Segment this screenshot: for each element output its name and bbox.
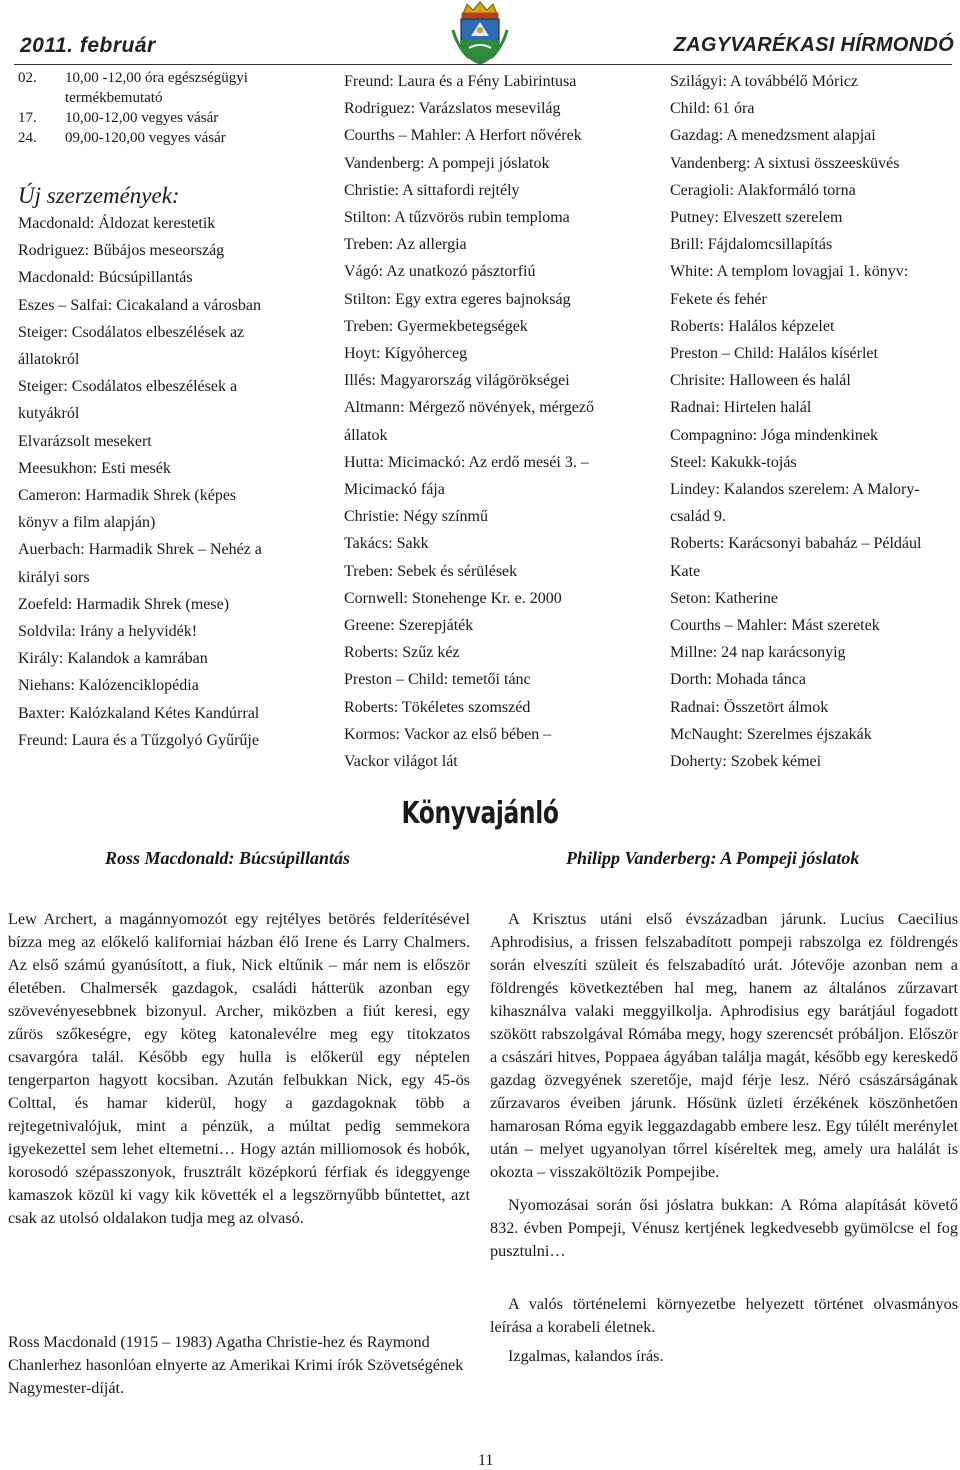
book-list-line: Auerbach: Harmadik Shrek – Nehéz a — [18, 541, 262, 559]
review-paragraph: A Krisztus utáni első évszázadban járunk. Lucius Caecilius Aphrodisius, a frissen felszabadított pompeji rabszolga ez földrengés során elveszíti szüleit és felszabadító urát. Jótevője azonban nem a földrengés következtében hal meg, hanem az általános zűrzavart kihasználva valaki meggyilkolja. Aphrodisius egy barátjául fogadott szökött rabszolgával Rómába megy, hogy szerencsét próbáljon. Először a császári hitves, Poppaea ágyában találja magát, később egy kereskedő gazdag özvegyének szeretője, majd férje lesz. Néró császárságának zűrzavaros éveiben járunk. Hősünk üzleti érzékének köszönhetően hamarosan Róma egyik leggazdagabb embere lesz. Egy túlélt merénylet után – melyet ugyanolyan tőrrel kíséreltek meg, amely ura halálát is okozta – visszaköltözik Pompejibe. — [490, 910, 958, 1181]
book-list-line: Vackor világot lát — [344, 753, 458, 771]
book-list-line: Steiger: Csodálatos elbeszélések az — [18, 323, 245, 341]
book-list-line: Child: 61 óra — [670, 100, 755, 118]
book-list-line: Vágó: Az unatkozó pásztorfiú — [344, 263, 536, 281]
book-list-line: Greene: Szerepjáték — [344, 617, 474, 635]
book-list-line: Hutta: Micimackó: Az erdő meséi 3. – — [344, 453, 589, 471]
left-book-title: Ross Macdonald: Búcsúpillantás — [105, 848, 351, 868]
column-left — [18, 68, 318, 754]
book-list-line: Preston – Child: temetői tánc — [344, 671, 531, 689]
book-list-line: Rodriguez: Bűbájos meseország — [18, 242, 225, 260]
book-list-line: Chrisite: Halloween és halál — [670, 372, 851, 390]
book-list-line: Cornwell: Stonehenge Kr. e. 2000 — [344, 589, 562, 607]
book-list-line: White: A templom lovagjai 1. könyv: — [670, 263, 909, 281]
book-list-line: Király: Kalandok a kamrában — [18, 650, 208, 668]
book-list-line: Roberts: Szűz kéz — [344, 644, 460, 662]
program-text: 10,00 -12,00 óra egészségügyi — [65, 70, 248, 86]
program-date: 17. — [18, 110, 37, 126]
book-list-line: Stilton: A tűzvörös rubin temploma — [344, 209, 570, 227]
book-list-line: Dorth: Mohada tánca — [670, 671, 806, 689]
book-list-line: Treben: Az allergia — [344, 236, 467, 254]
right-book-review — [490, 908, 958, 1368]
new-books-list-1 — [18, 210, 318, 754]
book-list-line: Fekete és fehér — [670, 290, 767, 308]
book-list-line: Szilágyi: A továbbélő Móricz — [670, 73, 858, 90]
book-list-line: könyv a film alapján) — [18, 514, 156, 532]
book-list-line: Radnai: Hirtelen halál — [670, 399, 812, 417]
book-list-line: Steel: Kakukk-tojás — [670, 453, 797, 471]
book-list-line: Compagnino: Jóga mindenkinek — [670, 426, 878, 444]
review-paragraph: Izgalmas, kalandos írás. — [508, 1347, 664, 1365]
book-list-line: Christie: Négy színmű — [344, 508, 488, 526]
book-list-line: McNaught: Szerelmes éjszakák — [670, 725, 872, 743]
book-list-line: Ceragioli: Alakformáló torna — [670, 181, 856, 199]
book-list-line: Vandenberg: A pompeji jóslatok — [344, 154, 550, 172]
book-list-line: kutyákról — [18, 405, 80, 423]
book-list-line: Micimackó fája — [344, 481, 445, 499]
book-list-line: Christie: A sittafordi rejtély — [344, 181, 520, 199]
new-books-list-2 — [344, 68, 644, 775]
book-list-line: Treben: Sebek és sérülések — [344, 562, 518, 580]
book-list-line: Baxter: Kalózkaland Kétes Kandúrral — [18, 704, 260, 722]
book-list-line: Kate — [670, 562, 701, 580]
book-list-line: Freund: Laura és a Fény Labirintusa — [344, 73, 577, 90]
left-book-review: Lew Archert, a magánnyomozót egy rejtélyes betörés felderítésével bízza meg az előkelő kaliforniai házban élő Irene és Larry Chalmers. Az első számú gyanúsított, a fiuk, Nick eltűnik – már nem is először életében. Chalmersék gazdagok, családi hátterük azonban egy szövevényesebbnek bizonyul. Archer, miközben a fiút keresi, egy zűrös szőkeségre, egy köteg katonalevélre meg egy titokzatos csavargóra talál. Később egy hulla is előkerül egy néptelen tengerparton hagyott kocsiban. Azután felbukkan Nick, egy 45-ös Colttal, és hamar kiderül, hogy a gazdagoknak több a rejtegetnivalójuk, mint a pénzük, a múltat pedig semmekora igyekezettel sem lehet eltemetni… Hogy aztán milliomosok és hobók, korosodó szépasszonyok, frusztrált középkorú férfiak és ideggyenge kamaszok közül ki vagy kik követték el a legszörnyűbb bűntettet, azt csak az utolsó oldalakon tudja meg az olvasó. — [8, 910, 470, 1227]
book-list-line: Courths – Mahler: A Herfort nővérek — [344, 127, 582, 145]
new-books-list-3 — [670, 68, 960, 775]
book-list-line: Millne: 24 nap karácsonyig — [670, 644, 846, 662]
book-list-line: királyi sors — [18, 568, 90, 586]
book-list-line: Courths – Mahler: Mást szeretek — [670, 617, 880, 635]
book-list-line: Hoyt: Kígyóherceg — [344, 345, 468, 363]
program-item — [18, 68, 318, 88]
program-item — [18, 108, 318, 128]
program-item — [18, 128, 318, 148]
review-paragraph: Nyomozásai során ősi jóslatra bukkan: A Róma alapítását követő 832. évben Pompeji, Vénusz kertjének legkedvesebb gyümölcse el fog pusztulni… — [490, 1196, 958, 1260]
book-list-line: Stilton: Egy extra egeres bajnokság — [344, 290, 571, 308]
book-list-line: Altmann: Mérgező növények, mérgező — [344, 399, 594, 417]
book-list-line: Brill: Fájdalomcsillapítás — [670, 236, 833, 254]
book-list-line: Macdonald: Áldozat kerestetik — [18, 215, 216, 232]
book-list-line: Meesukhon: Esti mesék — [18, 459, 171, 477]
book-list-line: Niehans: Kalózenciklopédia — [18, 677, 199, 695]
book-list-line: Roberts: Tökéletes szomszéd — [344, 698, 531, 716]
header-divider — [14, 64, 952, 65]
coat-of-arms-logo — [449, 0, 511, 66]
book-list-line: Takács: Sakk — [344, 535, 429, 553]
program-list — [18, 68, 318, 148]
program-date: 24. — [18, 130, 37, 146]
book-list-line: Cameron: Harmadik Shrek (képes — [18, 487, 237, 505]
left-author-note: Ross Macdonald (1915 – 1983) Agatha Christie-hez és Raymond Chanlerhez hasonlóan elnyerte az Amerikai Krimi írók Szövetségének Nagymester-díját. — [8, 1333, 464, 1397]
book-list-line: Vandenberg: A sixtusi összeesküvés — [670, 154, 900, 172]
book-list-line: Zoefeld: Harmadik Shrek (mese) — [18, 595, 230, 613]
book-list-line: Steiger: Csodálatos elbeszélések a — [18, 378, 238, 396]
book-recommendation-heading: Könyvajánló — [401, 796, 559, 831]
book-list-line: Radnai: Összetört álmok — [670, 698, 829, 716]
book-list-line: Seton: Katherine — [670, 589, 778, 607]
book-list-line: állatok — [344, 426, 388, 444]
book-list-line: Gazdag: A menedzsment alapjai — [670, 127, 876, 145]
page-number: 11 — [478, 1452, 494, 1469]
book-list-line: állatokról — [18, 351, 80, 369]
book-list-line: Freund: Laura és a Tűzgolyó Gyűrűje — [18, 731, 259, 749]
book-list-line: Putney: Elveszett szerelem — [670, 209, 843, 227]
newspaper-title: ZAGYVARÉKASI HÍRMONDÓ — [673, 34, 954, 56]
issue-date: 2011. február — [20, 34, 156, 57]
review-paragraph: A valós történelemi környezetbe helyezett történet olvasmányos leírása a korabeli életnek. — [490, 1295, 958, 1336]
right-book-title: Philipp Vanderberg: A Pompeji jóslatok — [566, 848, 860, 868]
book-list-line: Roberts: Halálos képzelet — [670, 317, 835, 335]
book-list-line: Illés: Magyarország világörökségei — [344, 372, 570, 390]
program-text-continued: termékbemutató — [65, 90, 163, 106]
book-list-line: Roberts: Karácsonyi babaház – Például — [670, 535, 922, 553]
book-list-line: Macdonald: Búcsúpillantás — [18, 269, 193, 287]
new-books-heading: Új szerzemények: — [18, 183, 180, 208]
book-list-line: Lindey: Kalandos szerelem: A Malory- — [670, 481, 920, 499]
book-list-line: család 9. — [670, 508, 726, 526]
book-list-line: Preston – Child: Halálos kísérlet — [670, 345, 878, 363]
program-text: 09,00-120,00 vegyes vásár — [65, 130, 226, 146]
program-date: 02. — [18, 70, 37, 86]
book-list-line: Doherty: Szobek kémei — [670, 753, 822, 771]
book-list-line: Elvarázsolt mesekert — [18, 432, 152, 450]
book-list-line: Eszes – Salfai: Cicakaland a városban — [18, 296, 262, 314]
program-text: 10,00-12,00 vegyes vásár — [65, 110, 219, 126]
book-list-line: Soldvila: Irány a helyvidék! — [18, 623, 198, 641]
book-list-line: Kormos: Vackor az első bében – — [344, 725, 552, 743]
book-list-line: Rodriguez: Varázslatos mesevilág — [344, 100, 561, 118]
book-list-line: Treben: Gyermekbetegségek — [344, 317, 528, 335]
